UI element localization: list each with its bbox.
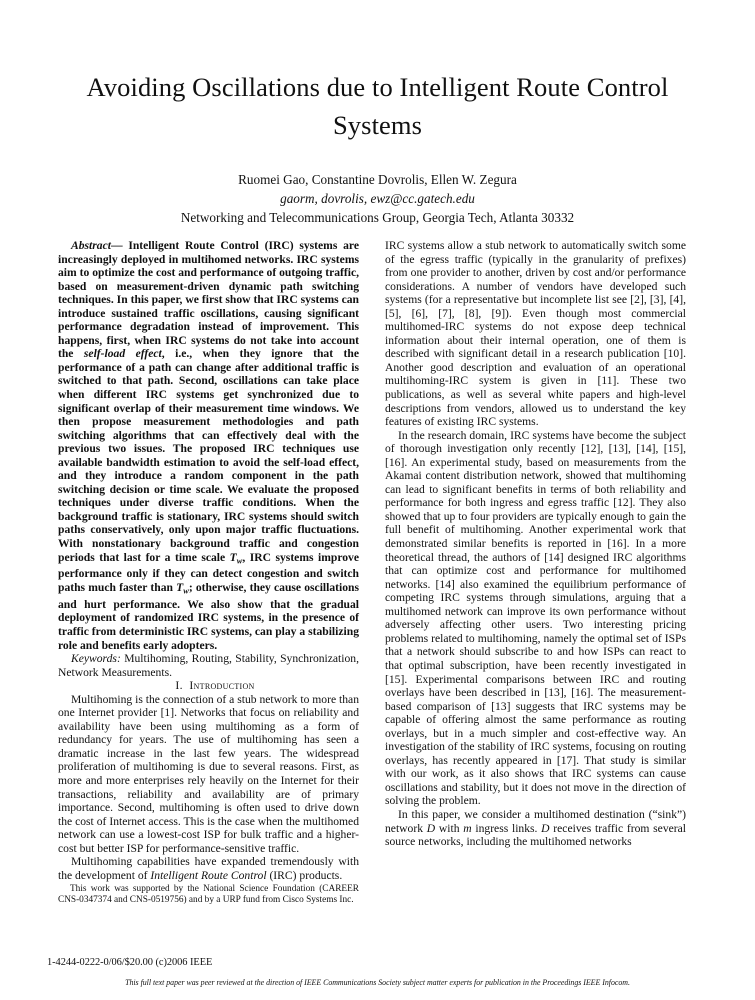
right-p3-math-d-1: D [426,821,436,835]
keywords-text: Multihoming, Routing, Stability, Synchronization, Network Measurements. [58,652,359,679]
page-title: Avoiding Oscillations due to Intelligent Route Control Systems [86,72,669,140]
abstract-label: Abstract [71,239,111,252]
right-column [385,239,686,849]
author-list: Ruomei Gao, Constantine Dovrolis, Ellen W. Zegura [238,172,517,187]
abstract-math-tw-1: T [229,550,237,564]
abstract-text-3: , IRC systems improve performance only if they can detect congestion and switch paths much faster than [58,550,359,594]
right-paragraph-3 [385,808,686,849]
peer-review-notice: This full text paper was peer reviewed at the direction of IEEE Communications Society subject matter experts for publication in the Proceedings IEEE Infocom. [125,978,630,987]
title-block [70,68,685,227]
section-number: I. [175,678,183,693]
abstract-math-tw-2: T [176,581,184,594]
footnote-text: This work was supported by the National Science Foundation (CAREER CNS-0347374 and CNS-0519756) and by a URP fund from Cisco Systems Inc. [58,884,359,906]
abstract-italic-self-load-effect: self-load effect [83,347,162,361]
intro-p2-italic-irc: Intelligent Route Control [150,868,267,882]
right-paragraph-1: IRC systems allow a stub network to automatically switch some of the egress traffic (typically in the granularity of prefixes) from one provider to another, driven by cost and/or performance considerations. A number of vendors have developed such systems (for a representative but incomplete list see [2], [3], [4], [5], [6], [7], [8], [9]). Even though most commercial multihomed-IRC systems do not expose deep technical information about their internal operation, one of them is described with significant detail in a research publication [10]. Another good description and evaluation of an operational multihoming-IRC system is given in [11]. These two publications, as well as several white papers and high-level descriptions from vendors, allowed us to understand the key features of existing IRC systems. [385,239,686,429]
right-p3-mid-2: ingress links. [471,821,542,835]
abstract-text-2: , i.e., when they ignore that the performance of a path can change after additional traffic is switched to that path. Second, oscillations can take place when different IRC systems get synchronized due to significant overlap of their measurement time windows. We then propose measurement methodologies and path switching algorithms that can effectively deal with the previous two issues. The proposed IRC techniques use available bandwidth estimation to avoid the self-load effect, and they introduce a random component in the path switching decision or time scale. We evaluate the proposed techniques under diverse traffic conditions. When the background traffic is stationary, IRC systems should switch paths conservatively, only upon major traffic fluctuations. With nonstationary background traffic and congestion periods that last for a time scale [58,347,359,564]
right-p3-math-m: m [463,821,472,835]
funding-footnote [58,884,359,907]
abstract-math-tw-2-subscript: w [183,586,189,596]
section-title: Introduction [189,678,255,693]
intro-paragraph-2 [58,855,359,882]
right-p3-post: receives traffic from several source networks, including the multihomed networks [385,821,686,849]
right-p3-pre: In this paper, we consider a multihomed destination (“sink”) network [385,807,686,835]
left-column [58,239,359,882]
section-heading-introduction [58,679,359,693]
right-p3-math-d-2: D [541,821,550,835]
right-p3-mid-1: with [435,821,464,835]
intro-paragraph-1: Multihoming is the connection of a stub network to more than one Internet provider [1]. Networks that focus on reliability and availability have been using multihoming as a form of redundancy for years. The use of multihoming has seen a dramatic increase in the last few years. The widespread proliferation of multihoming is due to several reasons. First, as more and more enterprises rely heavily on the Internet for their transactions, reliability and availability are of primary importance. Second, multihoming is often used to drive down the cost of Internet access. This is the case when the multihomed network can use a lowest-cost ISP for bulk traffic and a higher-cost but better ISP for performance-sensitive traffic. [58,692,359,855]
abstract-dash: — [110,239,123,252]
keywords-label: Keywords: [71,652,121,666]
abstract-math-tw-1-subscript: w [236,555,243,565]
abstract-text-1: Intelligent Route Control (IRC) systems are increasingly deployed in multihomed networks. IRC systems aim to optimize the cost and performance of outgoing traffic, based on measurement-driven dynamic path switching techniques. In this paper, we first show that IRC systems can introduce sustained traffic oscillations, causing significant performance degradation instead of improvement. This happens, first, when IRC systems do not take into account the [58,239,359,361]
intro-p2-post: (IRC) products. [266,868,343,882]
abstract-text-4: ; otherwise, they cause oscillations and hurt performance. We also show that the gradual deployment of randomized IRC systems, in the presence of traffic from deterministic IRC systems, can play a stabilizing role and benefits early adopters. [58,581,360,652]
author-emails: gaorm, dovrolis, ewz@cc.gatech.edu [280,191,475,206]
right-paragraph-2: In the research domain, IRC systems have become the subject of thorough investigation only recently [12], [13], [14], [15], [16]. An experimental study, based on measurements from the Akamai content distribution network, showed that multihoming can lead to significant benefits in terms of both reliability and performance for both ingress and egress traffic [12]. They also showed that up to four providers are typically enough to gain the full benefit of multihoming. Another experimental work that demonstrated similar benefits is reported in [16]. In a more theoretical thread, the authors of [14] designed IRC algorithms that can optimize cost and performance for multihomed networks. [14] also examined the equilibrium performance of competing IRC systems through simulations, arguing that a multihomed network can improve its own performance without adversely affecting other users. Two interesting pricing problems related to multihoming, namely the optimal set of ISPs that a network should subscribe to and how ISPs can react to that optimal subscription, have been recently investigated in [15]. Experimental comparisons between IRC and routing overlays have been described in [13], [16]. The measurement-based comparison of [13] suggests that IRC systems may be capable of offering almost the same performance as routing overlays, but in a much simpler and cost-effective way. An investigation of the stability of IRC systems, focusing on routing overlays, has recently appeared in [17]. That study is similar with our work, as it also shows that IRC systems can cause oscillations and stability, but it does not move in the direction of solving the problem. [385,428,686,808]
intro-p2-pre: Multihoming capabilities have expanded tremendously with the development of [58,855,359,882]
keywords-paragraph [58,652,359,679]
author-affiliation: Networking and Telecommunications Group, Georgia Tech, Atlanta 30332 [180,210,575,225]
isbn-copyright-line: 1-4244-0222-0/06/$20.00 (c)2006 IEEE [47,957,213,968]
abstract-paragraph [58,239,359,652]
